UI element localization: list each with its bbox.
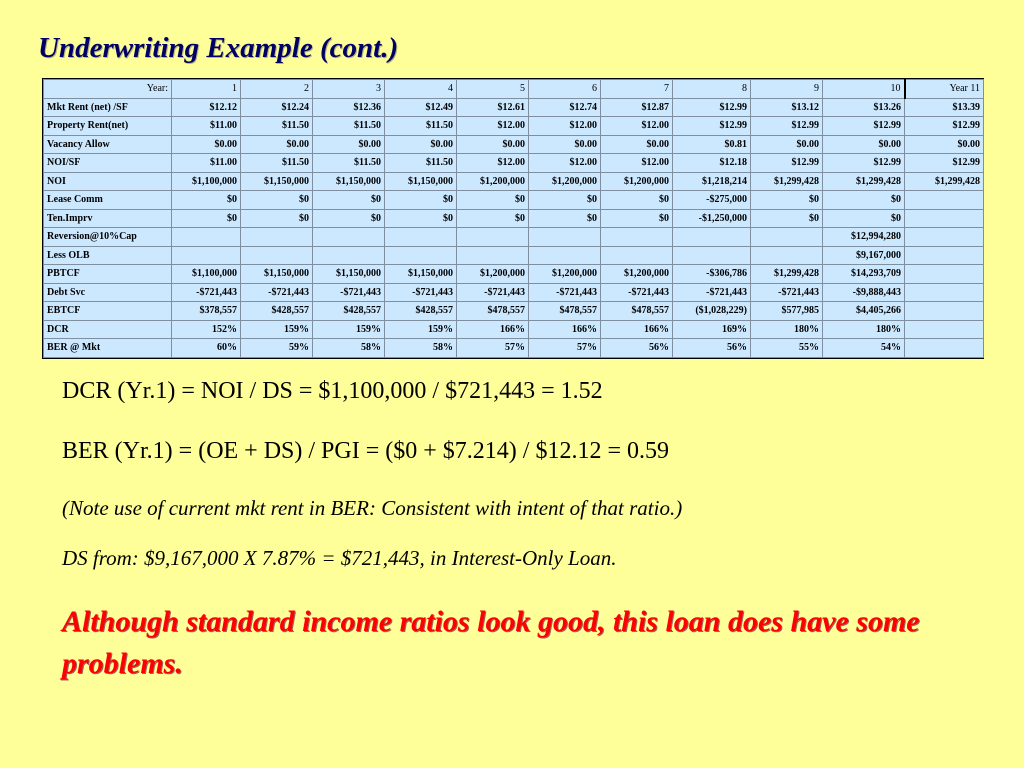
table-cell: $1,150,000 <box>385 172 457 191</box>
table-cell <box>751 228 823 247</box>
table-cell <box>313 246 385 265</box>
table-cell: $12.36 <box>313 98 385 117</box>
table-cell: $0.00 <box>751 135 823 154</box>
table-cell: $12.99 <box>751 154 823 173</box>
table-cell: 55% <box>751 339 823 358</box>
table-row <box>44 320 984 339</box>
row-label: Mkt Rent (net) /SF <box>44 98 172 117</box>
table-cell: $12.00 <box>457 117 529 136</box>
table-cell <box>905 339 984 358</box>
table-cell: $4,405,266 <box>823 302 905 321</box>
warning-text: Although standard income ratios look good, this loan does have some problems. <box>62 605 920 680</box>
row-label: EBTCF <box>44 302 172 321</box>
table-cell: 169% <box>673 320 751 339</box>
ds-explanation: DS from: $9,167,000 X 7.87% = $721,443, in Interest-Only Loan. <box>62 546 617 570</box>
table-cell <box>751 246 823 265</box>
table-cell: $1,100,000 <box>172 172 241 191</box>
table-cell <box>905 302 984 321</box>
header-year-cell: 9 <box>751 80 823 99</box>
table-cell: 56% <box>673 339 751 358</box>
row-label: Debt Svc <box>44 283 172 302</box>
table-cell: $0 <box>172 209 241 228</box>
table-cell: 166% <box>457 320 529 339</box>
table-cell: $0.00 <box>241 135 313 154</box>
header-year-cell: 7 <box>601 80 673 99</box>
table-cell: $0.00 <box>905 135 984 154</box>
table-cell: $1,200,000 <box>601 265 673 284</box>
table-cell: 159% <box>241 320 313 339</box>
table-cell <box>457 246 529 265</box>
row-label: NOI <box>44 172 172 191</box>
table-row <box>44 265 984 284</box>
header-year-cell: 10 <box>823 80 905 99</box>
table-cell: $428,557 <box>385 302 457 321</box>
table-cell: $1,200,000 <box>457 265 529 284</box>
table-cell: $0 <box>385 191 457 210</box>
table-cell: 180% <box>751 320 823 339</box>
table-cell: $0 <box>751 191 823 210</box>
table-row <box>44 209 984 228</box>
table-cell: $12.99 <box>823 154 905 173</box>
table-cell: -$275,000 <box>673 191 751 210</box>
table-cell: $12.49 <box>385 98 457 117</box>
table-cell: ($1,028,229) <box>673 302 751 321</box>
table-cell: $1,299,428 <box>751 172 823 191</box>
table-cell: 152% <box>172 320 241 339</box>
table-cell: $13.12 <box>751 98 823 117</box>
table-cell: $12.00 <box>601 117 673 136</box>
table-cell: 54% <box>823 339 905 358</box>
header-year-cell: 5 <box>457 80 529 99</box>
table-row <box>44 246 984 265</box>
table-cell: $13.39 <box>905 98 984 117</box>
table-cell: $1,200,000 <box>529 172 601 191</box>
header-year-cell: 1 <box>172 80 241 99</box>
table-cell: $0 <box>823 191 905 210</box>
table-cell: $478,557 <box>601 302 673 321</box>
table-cell: $0.00 <box>823 135 905 154</box>
table-row <box>44 228 984 247</box>
table-cell: $0.81 <box>673 135 751 154</box>
table-cell <box>905 209 984 228</box>
table-cell: $11.50 <box>313 154 385 173</box>
table-cell: $12.00 <box>529 154 601 173</box>
table-cell <box>905 320 984 339</box>
table-cell: $0 <box>241 191 313 210</box>
table-cell: 58% <box>385 339 457 358</box>
table-cell <box>241 228 313 247</box>
table-cell: -$721,443 <box>601 283 673 302</box>
row-label: DCR <box>44 320 172 339</box>
ber-note: (Note use of current mkt rent in BER: Consistent with intent of that ratio.) <box>62 496 683 520</box>
table-cell: -$721,443 <box>457 283 529 302</box>
header-year-cell: 8 <box>673 80 751 99</box>
table-row <box>44 191 984 210</box>
table-cell <box>673 246 751 265</box>
table-cell: $0 <box>313 191 385 210</box>
table-cell: $12.24 <box>241 98 313 117</box>
table-cell: $11.00 <box>172 154 241 173</box>
table-cell: $1,200,000 <box>529 265 601 284</box>
table-cell <box>905 191 984 210</box>
table-cell: $478,557 <box>529 302 601 321</box>
table-cell: 59% <box>241 339 313 358</box>
table-cell: $1,299,428 <box>905 172 984 191</box>
table-cell: $12.99 <box>673 117 751 136</box>
table-cell: -$721,443 <box>673 283 751 302</box>
table-cell: $0 <box>385 209 457 228</box>
table-cell: 56% <box>601 339 673 358</box>
header-year-cell: 6 <box>529 80 601 99</box>
header-year-cell: 3 <box>313 80 385 99</box>
table-cell: $11.50 <box>385 117 457 136</box>
table-cell <box>905 283 984 302</box>
table-cell: -$721,443 <box>529 283 601 302</box>
table-row <box>44 117 984 136</box>
table-cell: -$721,443 <box>751 283 823 302</box>
table-cell: $378,557 <box>172 302 241 321</box>
table-cell: -$1,250,000 <box>673 209 751 228</box>
table-cell <box>172 246 241 265</box>
table-cell: $13.26 <box>823 98 905 117</box>
table-cell: $1,200,000 <box>601 172 673 191</box>
header-year-cell: 4 <box>385 80 457 99</box>
table-cell: $1,150,000 <box>241 265 313 284</box>
table-cell <box>313 228 385 247</box>
table-cell: $11.50 <box>385 154 457 173</box>
table-cell <box>673 228 751 247</box>
table-cell <box>457 228 529 247</box>
row-label: Less OLB <box>44 246 172 265</box>
table-cell: 159% <box>385 320 457 339</box>
table-cell: $478,557 <box>457 302 529 321</box>
table-cell: $0 <box>457 209 529 228</box>
table-cell: $0.00 <box>172 135 241 154</box>
table-row <box>44 154 984 173</box>
slide-title: Underwriting Example (cont.) <box>38 32 399 64</box>
table-row <box>44 98 984 117</box>
table-cell: 60% <box>172 339 241 358</box>
underwriting-table <box>42 78 984 359</box>
table-cell: $0 <box>601 209 673 228</box>
table-cell: $577,985 <box>751 302 823 321</box>
table-cell: -$721,443 <box>313 283 385 302</box>
table-cell: $11.00 <box>172 117 241 136</box>
row-label: Reversion@10%Cap <box>44 228 172 247</box>
row-label: NOI/SF <box>44 154 172 173</box>
table-cell: $428,557 <box>313 302 385 321</box>
table-cell: $0 <box>529 209 601 228</box>
table-cell: $12.00 <box>601 154 673 173</box>
table-cell <box>529 246 601 265</box>
table-cell: $0 <box>823 209 905 228</box>
table-cell: $12.99 <box>905 117 984 136</box>
ber-formula: BER (Yr.1) = (OE + DS) / PGI = ($0 + $7.214) / $12.12 = 0.59 <box>62 438 669 464</box>
table-cell: $11.50 <box>241 154 313 173</box>
table-cell <box>905 265 984 284</box>
header-label-cell: Year: <box>44 80 172 99</box>
table-cell: 166% <box>601 320 673 339</box>
row-label: Lease Comm <box>44 191 172 210</box>
table-cell: $12.12 <box>172 98 241 117</box>
table-cell: $0.00 <box>457 135 529 154</box>
table-cell: 180% <box>823 320 905 339</box>
table-cell: $0.00 <box>385 135 457 154</box>
table-cell: $9,167,000 <box>823 246 905 265</box>
table-cell: $12.74 <box>529 98 601 117</box>
table-row <box>44 172 984 191</box>
table-cell: 166% <box>529 320 601 339</box>
table-cell: $12.00 <box>529 117 601 136</box>
table-cell: $1,299,428 <box>823 172 905 191</box>
table-cell <box>905 228 984 247</box>
table-cell: $12.18 <box>673 154 751 173</box>
table-cell: -$9,888,443 <box>823 283 905 302</box>
table-cell <box>601 246 673 265</box>
table-cell: $0 <box>529 191 601 210</box>
table-cell <box>241 246 313 265</box>
table-cell: $1,150,000 <box>385 265 457 284</box>
row-label: Vacancy Allow <box>44 135 172 154</box>
table-cell: $1,299,428 <box>751 265 823 284</box>
header-year-cell: Year 11 <box>905 80 984 99</box>
table-header-row <box>44 80 984 99</box>
table-cell: $0.00 <box>601 135 673 154</box>
table-cell: 58% <box>313 339 385 358</box>
row-label: BER @ Mkt <box>44 339 172 358</box>
table-cell: $12,994,280 <box>823 228 905 247</box>
table-row <box>44 302 984 321</box>
table-cell: $1,218,214 <box>673 172 751 191</box>
table-cell: $1,150,000 <box>313 172 385 191</box>
table-row <box>44 135 984 154</box>
table-cell: $11.50 <box>313 117 385 136</box>
table-cell: $0.00 <box>529 135 601 154</box>
table-cell: $11.50 <box>241 117 313 136</box>
table-cell: $1,150,000 <box>313 265 385 284</box>
table-cell: $1,100,000 <box>172 265 241 284</box>
row-label: Ten.Imprv <box>44 209 172 228</box>
table-cell: $1,200,000 <box>457 172 529 191</box>
table-cell: $12.99 <box>905 154 984 173</box>
row-label: PBTCF <box>44 265 172 284</box>
table-cell: -$721,443 <box>241 283 313 302</box>
table-cell <box>529 228 601 247</box>
table-cell: $1,150,000 <box>241 172 313 191</box>
table-cell <box>385 246 457 265</box>
table-cell: 57% <box>457 339 529 358</box>
table-cell: $0 <box>241 209 313 228</box>
table-cell: $0 <box>457 191 529 210</box>
table-cell: -$306,786 <box>673 265 751 284</box>
table-cell: $0.00 <box>313 135 385 154</box>
row-label: Property Rent(net) <box>44 117 172 136</box>
table-cell <box>905 246 984 265</box>
table-row <box>44 339 984 358</box>
table-cell: -$721,443 <box>385 283 457 302</box>
table-cell: $428,557 <box>241 302 313 321</box>
dcr-formula: DCR (Yr.1) = NOI / DS = $1,100,000 / $721,443 = 1.52 <box>62 378 603 404</box>
table-cell: $12.87 <box>601 98 673 117</box>
table-cell: $12.61 <box>457 98 529 117</box>
table-cell: 57% <box>529 339 601 358</box>
table-cell: $12.99 <box>673 98 751 117</box>
table-cell: $0 <box>751 209 823 228</box>
table-cell <box>172 228 241 247</box>
table-cell: $12.99 <box>751 117 823 136</box>
table-cell: $14,293,709 <box>823 265 905 284</box>
header-year-cell: 2 <box>241 80 313 99</box>
table-row <box>44 283 984 302</box>
table-cell <box>601 228 673 247</box>
table-cell: $12.00 <box>457 154 529 173</box>
table-cell: -$721,443 <box>172 283 241 302</box>
table-cell: $0 <box>172 191 241 210</box>
table-cell: $0 <box>601 191 673 210</box>
table-cell: 159% <box>313 320 385 339</box>
table-cell: $0 <box>313 209 385 228</box>
table-cell: $12.99 <box>823 117 905 136</box>
table-cell <box>385 228 457 247</box>
